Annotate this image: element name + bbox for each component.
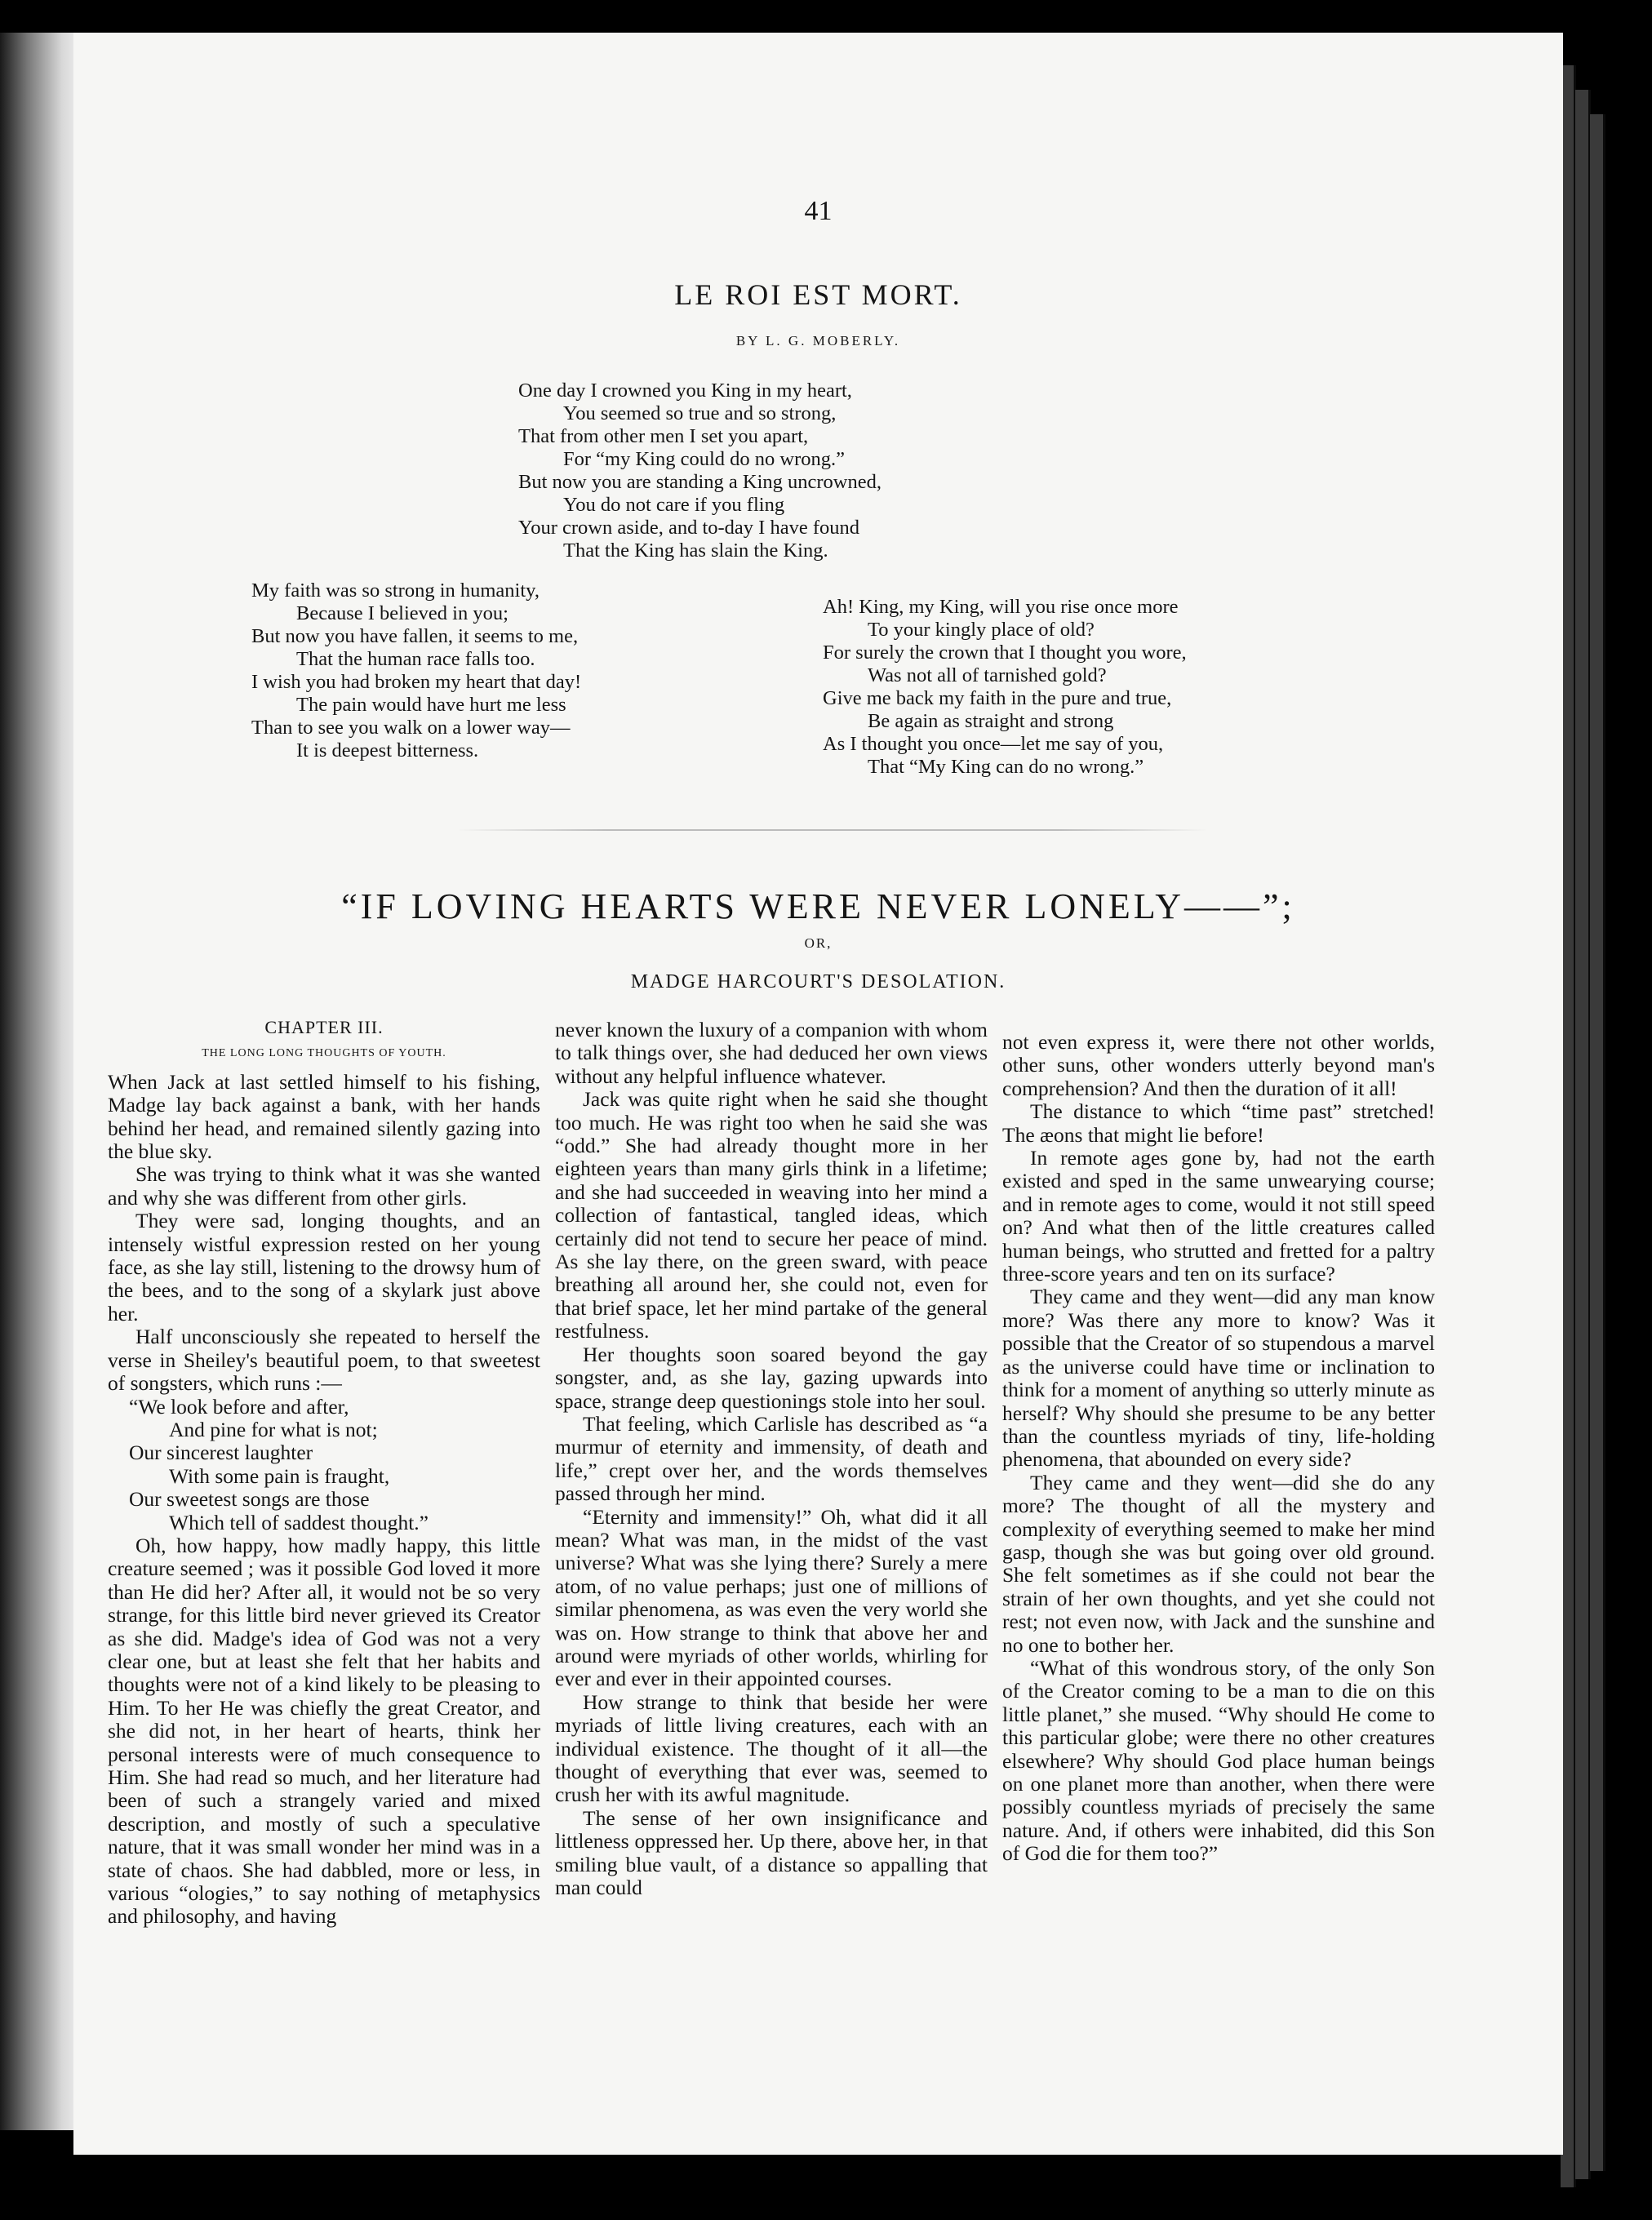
verse-line: Which tell of saddest thought.” [169, 1510, 429, 1534]
text-column-1 [108, 1016, 540, 2142]
book-edge [1590, 114, 1605, 2171]
paragraph: never known the luxury of a companion with whom to talk things over, she had deduced her own views without any helpful influence whatever. [555, 1019, 988, 1088]
paragraph: They were sad, longing thoughts, and an intensely wistful expression rested on her young face, as she lay still, listening to the drowsy hum of the bees, and to the song of a skylark just above her. [108, 1209, 540, 1325]
poem-line: You do not care if you fling [563, 494, 785, 516]
poem-line: That the King has slain the King. [563, 539, 828, 562]
poem-line: For “my King could do no wrong.” [563, 448, 845, 470]
page [73, 33, 1563, 2155]
paragraph: not even express it, were there not other worlds, other suns, other wonders utterly beyond man's comprehension? And then the duration of it all! [1002, 1031, 1435, 1100]
poem-line: My faith was so strong in humanity, [251, 579, 540, 602]
paragraph: How strange to think that beside her were myriads of little living creatures, each with an individual existence. The thought of it all—the thought of everything that ever was, seemed to crush her with its awful magnitude. [555, 1689, 988, 1807]
poem-byline: BY L. G. MOBERLY. [735, 333, 901, 349]
section-divider [457, 829, 1208, 831]
poem-line: Was not all of tarnished gold? [868, 664, 1107, 686]
verse-line: Our sincerest laughter [129, 1441, 313, 1465]
poem-line: I wish you had broken my heart that day! [251, 671, 582, 693]
poem-line: Be again as straight and strong [868, 710, 1114, 732]
poem-stanza-2 [251, 579, 581, 762]
paragraph: Her thoughts soon soared beyond the gay songster, and, as she lay, gazing upwards into space, strange deep questionings stole into her soul. [555, 1342, 988, 1413]
book-edge [1575, 90, 1591, 2179]
poem-stanza-1 [518, 380, 882, 562]
poem-line: To your kingly place of old? [868, 619, 1095, 641]
poem-line: That the human race falls too. [296, 648, 535, 670]
paragraph: The distance to which “time past” stretched! The æons that might lie before! [1002, 1099, 1435, 1147]
poem-line: Give me back my faith in the pure and true, [823, 687, 1172, 709]
poem-line: Ah! King, my King, will you rise once more [823, 596, 1179, 618]
text-column-2 [555, 1019, 988, 2145]
verse-line: With some pain is fraught, [169, 1463, 390, 1488]
story-or: OR, [804, 935, 833, 951]
story-title: “IF LOVING HEARTS WERE NEVER LONELY——”; [341, 886, 1295, 926]
poem-line: You seemed so true and so strong, [563, 402, 837, 424]
poem-line: But now you are standing a King uncrowned, [518, 471, 882, 493]
poem-line: Your crown aside, and to-day I have found [518, 517, 859, 539]
paragraph: Oh, how happy, how madly happy, this little creature seemed ; was it possible God loved it more than He did her? After all, it would not be so very strange, for this little bird never grieved its Creator as she did. Madge's idea of God was not a very clear one, but at least she felt that her habits and thoughts were not of a kind likely to be pleasing to Him. To her He was chiefly the great Creator, and she did not, in her heart of hearts, think her personal interests were of much consequence to Him. She had read so much, and her literature had been of such a strangely varied and mixed description, and mostly of such a speculative nature, that it was small wonder her mind was in a state of chaos. She had dabbled, more or less, in various “ologies,” to say nothing of metaphysics and philosophy, and having [108, 1533, 540, 1929]
story-subtitle: MADGE HARCOURT'S DESOLATION. [630, 971, 1006, 992]
poem-line: But now you have fallen, it seems to me, [251, 625, 579, 647]
poem-line: It is deepest bitterness. [296, 739, 479, 761]
poem-stanza-3 [823, 596, 1187, 779]
paragraph: The sense of her own insignificance and littleness oppressed her. Up there, above her, in that smiling blue vault, of a distance so appalling that man could [555, 1805, 988, 1900]
paragraph: That feeling, which Carlisle has described as “a murmur of eternity and immensity, of death and life,” crept over her, and the words themselves passed through her mind. [555, 1411, 988, 1506]
poem-line: The pain would have hurt me less [296, 694, 566, 716]
paragraph: They came and they went—did she do any more? The thought of all the mystery and complexity of everything seemed to make her mind gasp, though she was but going over old ground. She felt sometimes as if she could not bear the strain of her own thoughts, and yet she could not rest; not even now, with Jack and the sunshine and no one to bother her. [1002, 1470, 1435, 1657]
paragraph: She was trying to think what it was she wanted and why she was different from other girls. [108, 1162, 540, 1210]
text-column-3 [1002, 1031, 1435, 2157]
poem-line: Because I believed in you; [296, 602, 508, 624]
poem-line: As I thought you once—let me say of you, [823, 733, 1164, 755]
verse-line: “We look before and after, [129, 1394, 349, 1419]
verse-line: Our sweetest songs are those [129, 1487, 370, 1512]
paragraph: They came and they went—did any man know more? Was there any more to know? Was it possible that the Creator of so stupendous a marvel as the universe could have time or inclination to think for a moment of anything so utterly minute as herself? Why should she presume to be any better than the countless myriads of tiny, life-holding phenomena, that abounded on every side? [1002, 1285, 1435, 1472]
page-number: 41 [804, 196, 833, 226]
poem-line: That from other men I set you apart, [518, 425, 809, 447]
paragraph: In remote ages gone by, had not the earth existed and sped in the same unwearying course; and in remote ages to come, would it not still speed on? And what then of the little creatures called human beings, who strutted and fretted for a paltry three-score years and ten on its surface? [1002, 1146, 1435, 1286]
paragraph: When Jack at last settled himself to his fishing, Madge lay back against a bank, with her hands behind her head, and remained silently gazing into the blue sky. [108, 1069, 540, 1164]
poem-title: LE ROI EST MORT. [674, 278, 962, 311]
poem-line: For surely the crown that I thought you wore, [823, 642, 1187, 664]
paragraph: Half unconsciously she repeated to herself the verse in Sheiley's beautiful poem, to that sweetest of songsters, which runs :— [108, 1325, 540, 1396]
paragraph: “Eternity and immensity!” Oh, what did it all mean? What was man, in the midst of the vast universe? What was she lying there? Surely a mere atom, of no value perhaps; just one of millions of similar phenomena, as was even the very world she was on. How strange to think that above her and around were myriads of other worlds, whirling for ever and ever in their appointed courses. [555, 1504, 988, 1691]
left-page-edge [0, 33, 78, 2130]
poem-line: One day I crowned you King in my heart, [518, 380, 852, 402]
chapter-heading: CHAPTER III. [264, 1017, 384, 1037]
verse-line: And pine for what is not; [169, 1417, 378, 1441]
poem-line: Than to see you walk on a lower way— [251, 717, 571, 739]
chapter-subtitle: THE LONG LONG THOUGHTS OF YOUTH. [202, 1047, 446, 1060]
paragraph: “What of this wondrous story, of the only Son of the Creator coming to be a man to die on this little planet,” she mused. “Why should He come to this particular globe; were there no other creatures elsewhere? Why should God place human beings on one planet more than another, when there were possibly countless myriads of precisely the same nature. And, if others were inhabited, did this Son of God die for them too?” [1002, 1655, 1435, 1866]
poem-line: That “My King can do no wrong.” [868, 756, 1144, 778]
paragraph: Jack was quite right when he said she thought too much. He was right too when he said she was “odd.” She had already thought more in her eighteen years than many girls think in a lifetime; and she had succeeded in weaving into her mind a collection of fantastical, tangled ideas, which certainly did not tend to secure her peace of mind. As she lay there, on the green sward, with peace breathing all around her, she could not, even for that brief space, let her mind partake of the general restfulness. [555, 1087, 988, 1343]
